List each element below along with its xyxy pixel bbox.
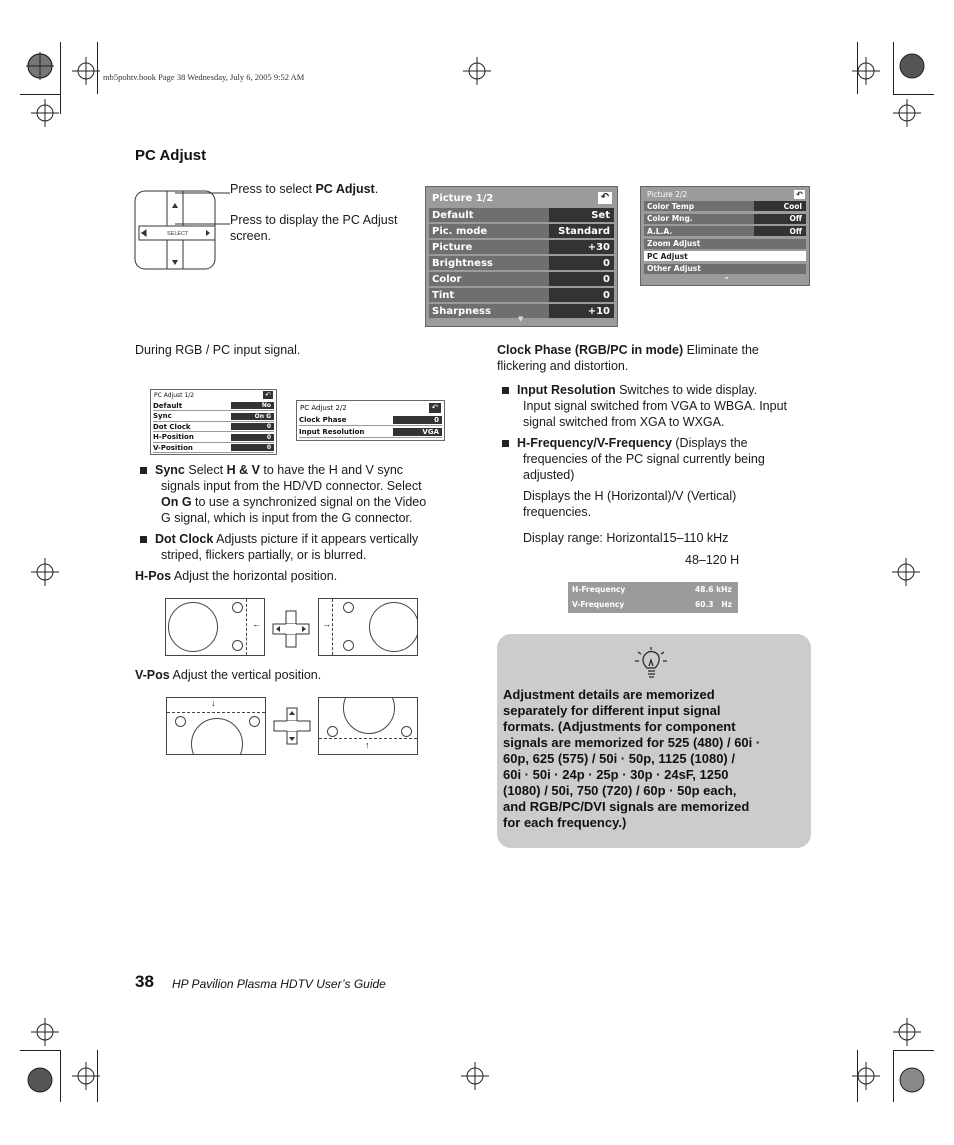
dpad-icon xyxy=(272,706,312,746)
pc-adjust-2-value: 0 xyxy=(393,416,442,424)
remote-pad-drawing xyxy=(134,188,234,272)
hpos-text: Adjust the horizontal position. xyxy=(171,569,338,583)
hv-freq-line-2: frequencies of the PC signal currently being xyxy=(523,452,765,466)
input-res-line-3: signal switched from XGA to WXGA. xyxy=(523,415,725,429)
pc-adjust-1-row xyxy=(153,422,274,432)
back-arrow-icon: ↶ xyxy=(429,403,441,413)
tip-line-3: formats. (Adjustments for component xyxy=(503,719,736,734)
dot-clock-line1: Adjusts picture if it appears vertically xyxy=(213,532,419,546)
picture-menu-2-title: Picture 2/2 xyxy=(647,189,688,199)
sync-line-4: G signal, which is input from the G connector. xyxy=(161,511,413,525)
pc-adjust-1-row xyxy=(153,412,274,422)
picture-menu-2-label: A.L.A. xyxy=(647,226,673,236)
section-title: PC Adjust xyxy=(135,147,207,164)
guide-title: HP Pavilion Plasma HDTV User’s Guide xyxy=(172,977,386,991)
press-display-line2: screen. xyxy=(230,229,271,243)
picture-menu-2-down-arrow: - xyxy=(725,273,729,282)
tip-line-4: signals are memorized for 525 (480) / 60i · xyxy=(503,735,761,750)
picture-menu-2-value: Off xyxy=(789,226,802,236)
hpos-term: H-Pos xyxy=(135,569,172,583)
pc-adjust-1-label: Default xyxy=(153,401,183,410)
dot-clock-paragraph xyxy=(140,531,460,563)
v-frequency-value: 60.3 Hz xyxy=(695,600,732,609)
hv-freq-line-3: adjusted) xyxy=(523,468,575,482)
sync-ong: On G xyxy=(161,495,192,509)
picture-menu-2-label: Color Mng. xyxy=(647,214,693,223)
picture-menu-2-row xyxy=(644,226,806,236)
picture-menu-1-label: Tint xyxy=(432,289,455,301)
bullet-icon xyxy=(140,467,147,474)
sync-t3: to use a synchronized signal on the Video xyxy=(191,495,427,509)
picture-menu-1-label: Default xyxy=(432,209,474,221)
page-number: 38 xyxy=(135,972,154,991)
select-label: SELECT xyxy=(167,231,189,237)
sync-paragraph xyxy=(140,462,460,526)
pc-adjust-2-row xyxy=(299,427,442,438)
picture-menu-1-title: Picture 1/2 xyxy=(432,192,494,204)
sync-t1: Select xyxy=(184,463,227,477)
picture-menu-2-value: Cool xyxy=(783,201,802,211)
picture-menu-1-value: 0 xyxy=(603,273,610,285)
pc-adjust-1-value: On G xyxy=(231,413,274,420)
pc-adjust-1-label: V-Position xyxy=(153,443,193,452)
pc-adjust-2-label: Input Resolution xyxy=(299,428,365,436)
tip-text xyxy=(503,687,760,831)
picture-menu-2-row xyxy=(644,251,806,261)
picture-menu-1-value: Standard xyxy=(558,225,610,237)
picture-menu-2-value: Off xyxy=(789,214,802,223)
clock-phase-line1: Eliminate the xyxy=(683,343,759,357)
sync-line-1 xyxy=(140,462,460,478)
press-select-bold: PC Adjust xyxy=(315,182,375,196)
picture-menu-2-row xyxy=(644,239,806,249)
picture-menu-2-row xyxy=(644,264,806,274)
input-res-paragraph xyxy=(502,382,822,430)
hv-freq-line-1 xyxy=(502,435,822,451)
pc-adjust-2-row xyxy=(299,415,442,426)
press-select-prefix: Press to select xyxy=(230,182,316,196)
pc-adjust-1-value: No xyxy=(231,402,274,409)
picture-menu-1-label: Picture xyxy=(432,241,473,253)
chevron-down-icon: ▼ xyxy=(518,315,524,323)
hv-freq-line1: (Displays the xyxy=(671,436,748,450)
picture-menu-1-row xyxy=(429,256,614,270)
dot-clock-line-1 xyxy=(140,531,460,547)
v-frequency-label: V-Frequency xyxy=(572,600,625,609)
clock-phase-term: Clock Phase (RGB/PC in mode) xyxy=(497,343,684,357)
hpos-screen-right: → xyxy=(318,598,418,656)
hpos-screen-left: ← xyxy=(165,598,265,656)
picture-menu-2-label: Other Adjust xyxy=(647,264,701,273)
bullet-icon xyxy=(502,440,509,447)
hv-freq-term: H-Frequency/V-Frequency xyxy=(517,436,672,450)
input-res-line1: Switches to wide display. xyxy=(615,383,758,397)
bullet-icon xyxy=(140,536,147,543)
picture-menu-2 xyxy=(640,186,810,286)
picture-menu-1-value: Set xyxy=(591,209,610,221)
tip-line-9: for each frequency.) xyxy=(503,815,627,830)
picture-menu-1-value: +30 xyxy=(587,241,610,253)
hv-freq-paragraph xyxy=(502,435,822,568)
pc-adjust-1-row xyxy=(153,433,274,443)
press-display-line1: Press to display the PC Adjust xyxy=(230,213,398,227)
book-header-note: mb5pohtv.book Page 38 Wednesday, July 6, 2005 9:52 AM xyxy=(103,72,305,82)
sync-t2: to have the H and V sync xyxy=(259,463,404,477)
picture-menu-2-label: Zoom Adjust xyxy=(647,239,701,248)
input-res-line-1 xyxy=(502,382,822,398)
picture-menu-1 xyxy=(425,186,618,327)
vpos-screen-left: ↓ xyxy=(166,697,266,755)
picture-menu-2-row xyxy=(644,201,806,211)
picture-menu-1-label: Color xyxy=(432,273,462,285)
pc-adjust-2-title: PC Adjust 2/2 xyxy=(300,404,347,412)
picture-menu-1-value: +10 xyxy=(587,305,610,317)
rgb-note: During RGB / PC input signal. xyxy=(135,343,301,357)
picture-menu-1-label: Pic. mode xyxy=(432,225,488,237)
vpos-term: V-Pos xyxy=(135,668,170,682)
sync-line-2: signals input from the HD/VD connector. Select xyxy=(161,479,422,493)
picture-menu-2-title-row xyxy=(644,189,806,199)
picture-menu-1-label: Sharpness xyxy=(432,305,491,317)
pc-adjust-1-label: H-Position xyxy=(153,433,194,441)
pc-adjust-1-row xyxy=(153,401,274,411)
tip-line-6: 60i · 50i · 24p · 25p · 30p · 24sF, 1250 xyxy=(503,767,729,782)
picture-menu-1-row xyxy=(429,240,614,254)
picture-menu-1-title-row xyxy=(429,191,614,205)
picture-menu-1-value: 0 xyxy=(603,289,610,301)
tip-line-2: separately for different input signal xyxy=(503,703,721,718)
tip-box xyxy=(497,634,811,848)
vpos-text: Adjust the vertical position. xyxy=(169,668,322,682)
clock-phase-line-2: flickering and distortion. xyxy=(497,359,629,373)
h-frequency-label: H-Frequency xyxy=(572,585,626,594)
picture-menu-1-row xyxy=(429,224,614,238)
picture-menu-1-row xyxy=(429,272,614,286)
pc-adjust-menu-2 xyxy=(296,400,445,441)
pc-adjust-1-value: 0 xyxy=(231,423,274,430)
clock-phase-line-1 xyxy=(497,342,817,358)
picture-menu-2-label: Color Temp xyxy=(647,201,695,211)
sync-hv: H & V xyxy=(226,463,260,477)
hv-freq-range-1: Display range: Horizontal15–110 kHz xyxy=(523,531,729,545)
dot-clock-line-2: striped, flickers partially, or is blurred. xyxy=(161,548,367,562)
press-select-suffix: . xyxy=(374,182,379,196)
pc-adjust-2-value: VGA xyxy=(393,428,442,436)
input-res-line-2: Input signal switched from VGA to WBGA. Input xyxy=(523,399,788,413)
hv-freq-line-5: frequencies. xyxy=(523,505,592,519)
pc-adjust-1-value: 0 xyxy=(231,434,274,441)
h-frequency-value: 48.6 kHz xyxy=(695,585,732,594)
sync-line-3 xyxy=(140,494,460,510)
hv-freq-range-2: 48–120 H xyxy=(685,553,740,567)
vpos-screen-right: ↑ xyxy=(318,697,418,755)
pc-adjust-1-label: Dot Clock xyxy=(153,422,191,431)
vpos-line xyxy=(135,667,321,683)
picture-menu-1-label: Brightness xyxy=(432,257,493,269)
pc-adjust-menu-1 xyxy=(150,389,277,455)
bullet-icon xyxy=(502,387,509,394)
press-select-text xyxy=(230,181,378,197)
picture-menu-1-value: 0 xyxy=(603,257,610,269)
input-res-term: Input Resolution xyxy=(517,383,616,397)
lightbulb-icon xyxy=(632,646,672,680)
pc-adjust-2-label: Clock Phase xyxy=(299,416,347,424)
tip-line-7: (1080) / 50i, 750 (720) / 60p · 50p each, xyxy=(503,783,737,798)
tip-line-5: 60p, 625 (575) / 50i · 50p, 1125 (1080) / xyxy=(503,751,735,766)
back-arrow-icon: ↶ xyxy=(598,192,612,204)
back-arrow-icon: ↶ xyxy=(794,190,805,199)
picture-menu-2-label: PC Adjust xyxy=(647,251,688,261)
pc-adjust-1-title: PC Adjust 1/2 xyxy=(154,392,195,399)
picture-menu-2-row xyxy=(644,214,806,224)
sync-term: Sync xyxy=(155,463,185,477)
pc-adjust-1-label: Sync xyxy=(153,412,172,420)
frequency-box xyxy=(568,582,738,613)
pc-adjust-1-value: 0 xyxy=(231,444,274,451)
hv-freq-line-4: Displays the H (Horizontal)/V (Vertical) xyxy=(523,489,737,503)
tip-line-1: Adjustment details are memorized xyxy=(503,687,715,702)
back-arrow-icon: ↶ xyxy=(263,391,273,399)
clock-phase-paragraph xyxy=(497,342,817,374)
tip-line-8: and RGB/PC/DVI signals are memorized xyxy=(503,799,750,814)
dot-clock-term: Dot Clock xyxy=(155,532,214,546)
dpad-icon xyxy=(271,609,311,649)
picture-menu-1-row xyxy=(429,288,614,302)
picture-menu-1-row xyxy=(429,208,614,222)
hpos-line xyxy=(135,568,337,584)
pc-adjust-1-row xyxy=(153,443,274,453)
